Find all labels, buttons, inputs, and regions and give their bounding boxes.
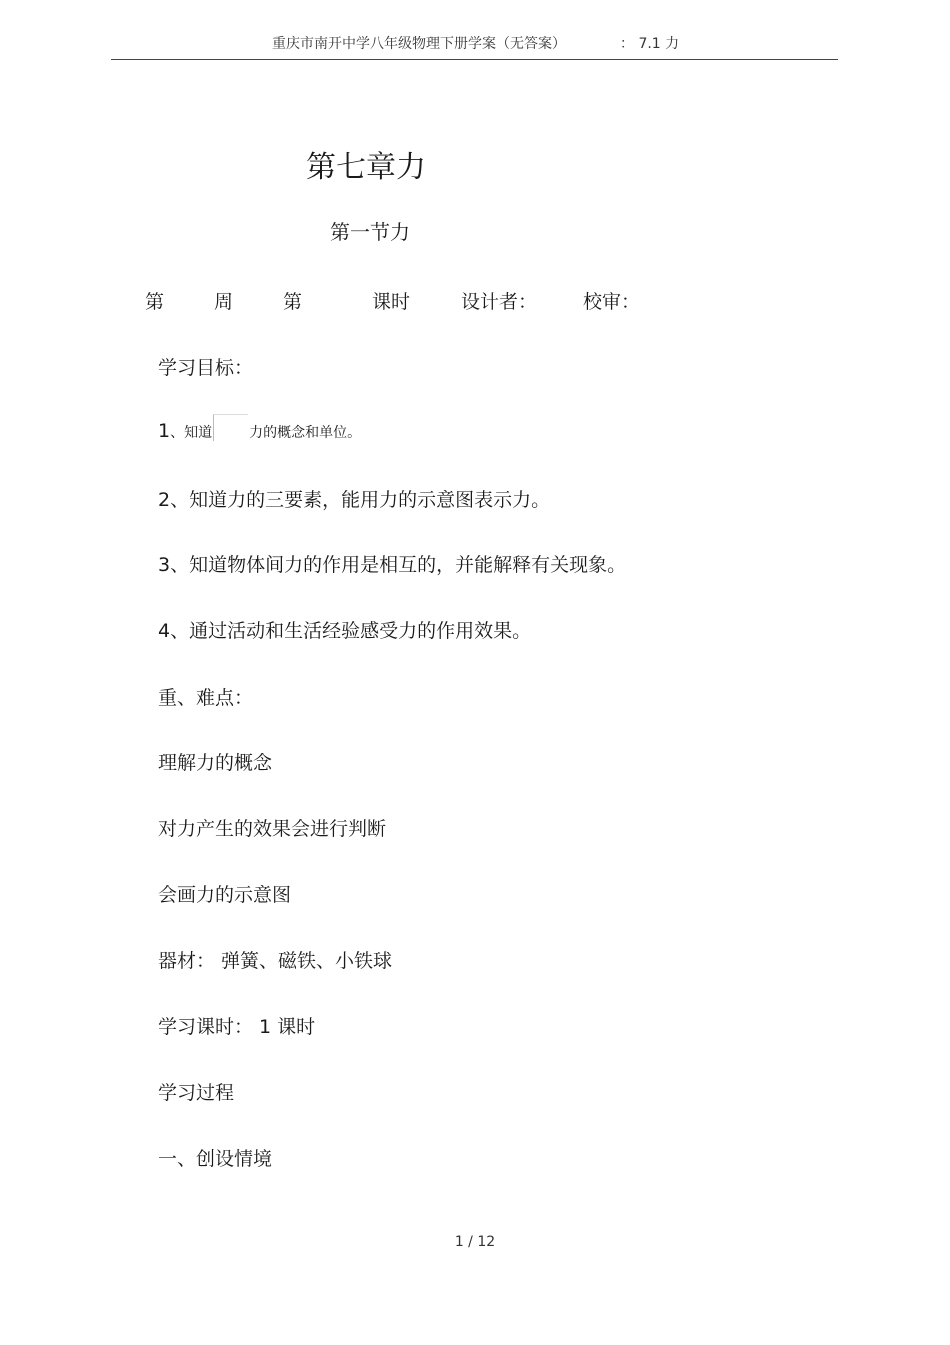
objective-item-3: 3、知道物体间力的作用是相互的，并能解释有关现象。 xyxy=(158,554,627,576)
reviewer-label: 校审： xyxy=(583,291,641,313)
objective-item-1-number: 1 xyxy=(158,420,171,442)
key-point-2: 对力产生的效果会进行判断 xyxy=(158,818,387,840)
page-number: 1 / 12 xyxy=(454,1234,496,1250)
part-one-heading: 一、创设情境 xyxy=(158,1148,273,1170)
process-heading: 学习过程 xyxy=(158,1082,235,1104)
lesson-suffix: 课时 xyxy=(372,291,411,313)
objective-item-1-text-b: 力的概念和单位。 xyxy=(249,425,362,441)
objective-item-1 xyxy=(158,414,361,442)
header-title: 重庆市南开中学八年级物理下册学案（无答案） xyxy=(272,36,566,52)
fill-in-blank xyxy=(213,414,248,441)
equipment-line: 器材： 弹簧、磁铁、小铁球 xyxy=(158,950,393,972)
key-points-heading: 重、难点： xyxy=(158,687,254,709)
designer-label: 设计者： xyxy=(461,291,538,313)
chapter-title: 第七章力 xyxy=(306,150,426,185)
lesson-prefix: 第 xyxy=(283,291,303,313)
week-suffix: 周 xyxy=(214,291,234,313)
key-point-3: 会画力的示意图 xyxy=(158,884,292,906)
objective-item-4: 4、通过活动和生活经验感受力的作用效果。 xyxy=(158,620,532,642)
key-point-1: 理解力的概念 xyxy=(158,752,273,774)
week-prefix: 第 xyxy=(145,291,165,313)
header-section: ： 7.1 力 xyxy=(620,36,680,52)
objective-item-1-text-a: 、知道 xyxy=(170,425,213,441)
page-header xyxy=(0,33,950,57)
header-divider xyxy=(111,59,838,60)
section-title: 第一节力 xyxy=(330,220,410,244)
objectives-heading: 学习目标： xyxy=(158,357,254,379)
lesson-hours-line: 学习课时： 1 课时 xyxy=(158,1016,316,1038)
objective-item-2: 2、知道力的三要素，能用力的示意图表示力。 xyxy=(158,489,551,511)
